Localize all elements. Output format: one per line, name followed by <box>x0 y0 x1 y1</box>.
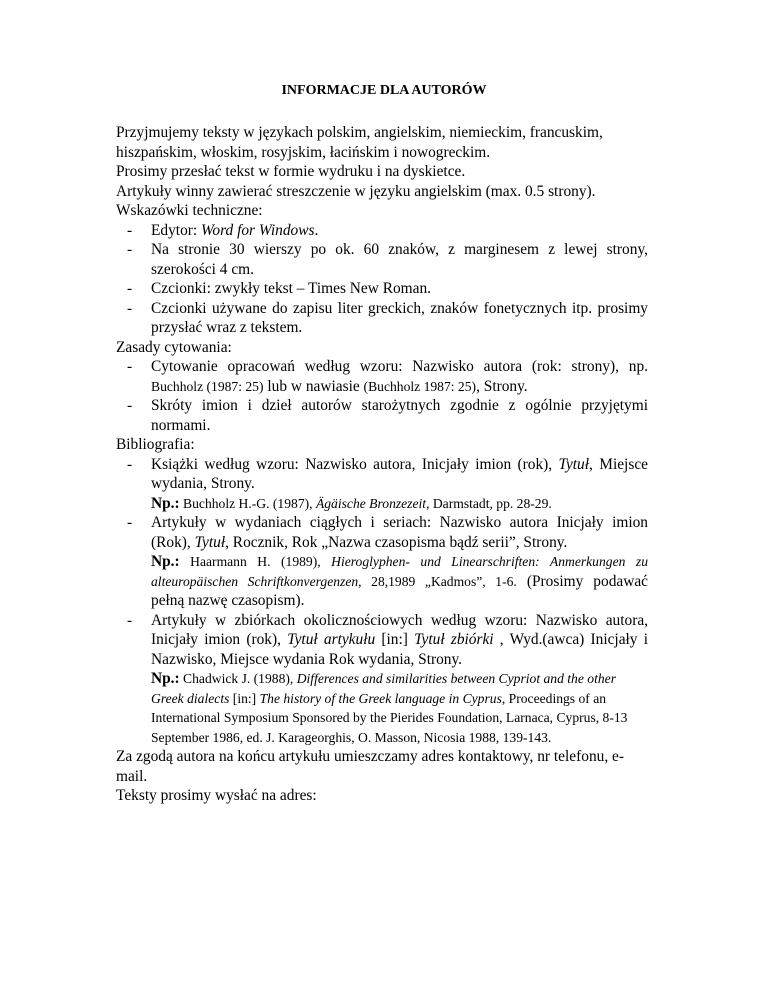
list-dash: - <box>127 397 133 414</box>
citation-example-2: (Buchholz 1987: 25) <box>363 378 477 394</box>
example-label: Np.: <box>151 553 180 570</box>
list-dash: - <box>127 514 133 531</box>
list-dash: - <box>127 280 133 297</box>
books-example: Np.: Buchholz H.-G. (1987), Ägäische Bronzezeit, Darmstadt, pp. 28-29. <box>151 494 552 512</box>
technical-heading: Wskazówki techniczne: <box>116 202 263 219</box>
page-title: INFORMACJE DLA AUTORÓW <box>281 83 487 98</box>
list-item-series: - Artykuły w wydaniach ciągłych i seriach: Nazwisko autora Inicjały imion (Rok), Tytuł, Rocznik, Rok „Nazwa czasopisma bądź serii”, Strony. <box>127 514 648 551</box>
list-item-collections: - Artykuły w zbiórkach okolicznościowych według wzoru: Nazwisko autora, Inicjały imion (rok), Tytuł artykułu [in:] Tytuł zbiórki , Wyd.(awca) Inicjały i Nazwisko, Miejsce wydania Rok wydania, Strony. <box>127 611 648 668</box>
format-paragraph: Prosimy przesłać tekst w formie wydruku i na dyskietce. <box>116 163 466 180</box>
editor-name: Word for Windows <box>201 221 315 239</box>
contact-paragraph: Za zgodą autora na końcu artykułu umieszczamy adres kontaktowy, nr telefonu, e-mail. <box>116 748 624 785</box>
list-item-fonts: - Czcionki: zwykły tekst – Times New Roman. <box>127 280 432 297</box>
list-dash: - <box>127 221 133 239</box>
languages-paragraph: Przyjmujemy teksty w językach polskim, angielskim, niemieckim, francuskim, hiszpańskim, włoskim, rosyjskim, łacińskim i nowogreckim. <box>116 124 603 161</box>
list-dash: - <box>127 611 133 629</box>
list-item-abbreviations: - Skróty imion i dzieł autorów starożytnych zgodnie z ogólnie przyjętymi normami. <box>127 397 648 434</box>
citation-heading: Zasady cytowania: <box>116 338 232 356</box>
list-dash: - <box>127 299 133 317</box>
list-dash: - <box>127 241 133 258</box>
list-dash: - <box>127 358 133 375</box>
abstract-paragraph: Artykuły winny zawierać streszczenie w języku angielskim (max. 0.5 strony). <box>116 182 596 200</box>
citation-example-1: Buchholz (1987: 25) <box>151 378 264 394</box>
list-item-books: - Książki według wzoru: Nazwisko autora, Inicjały imion (rok), Tytuł, Miejsce wydania, Strony. <box>127 455 648 492</box>
list-dash: - <box>127 455 133 473</box>
example-label: Np.: <box>151 494 180 512</box>
example-label: Np.: <box>151 670 180 687</box>
list-item-special-fonts: - Czcionki używane do zapisu liter greckich, znaków fonetycznych itp. prosimy przysłać wraz z tekstem. <box>127 299 648 336</box>
bibliography-heading: Bibliografia: <box>116 436 195 453</box>
list-item-editor: - Edytor: Word for Windows. <box>127 221 319 239</box>
document-body <box>116 123 648 806</box>
list-item-citation-rule: - Cytowanie opracowań według wzoru: Nazwisko autora (rok: strony), np. Buchholz (1987: 25) lub w nawiasie (Buchholz 1987: 25), Strony. <box>127 358 648 395</box>
series-example: Np.: Haarmann H. (1989), Hieroglyphen- und Linearschriften: Anmerkungen zu alteuropäischen Schriftkonvergenzen, 28,1989 „Kadmos”, 1-6. (Prosimy podawać pełną nazwę czasopism). <box>151 553 648 609</box>
address-paragraph: Teksty prosimy wysłać na adres: <box>116 787 317 804</box>
collections-example: Np.: Chadwick J. (1988), Differences and similarities between Cypriot and the other Greek dialects [in:] The history of the Greek language in Cyprus, Proceedings of an International Symposium Sponsored by the Pierides Foundation, Larnaca, Cyprus, 8-13 September 1986, ed. J. Karageorghis, O. Masson, Nicosia 1988, 139-143. <box>151 670 628 745</box>
list-item-page-layout: - Na stronie 30 wierszy po ok. 60 znaków, z marginesem z lewej strony, szerokości 4 cm. <box>127 241 648 278</box>
